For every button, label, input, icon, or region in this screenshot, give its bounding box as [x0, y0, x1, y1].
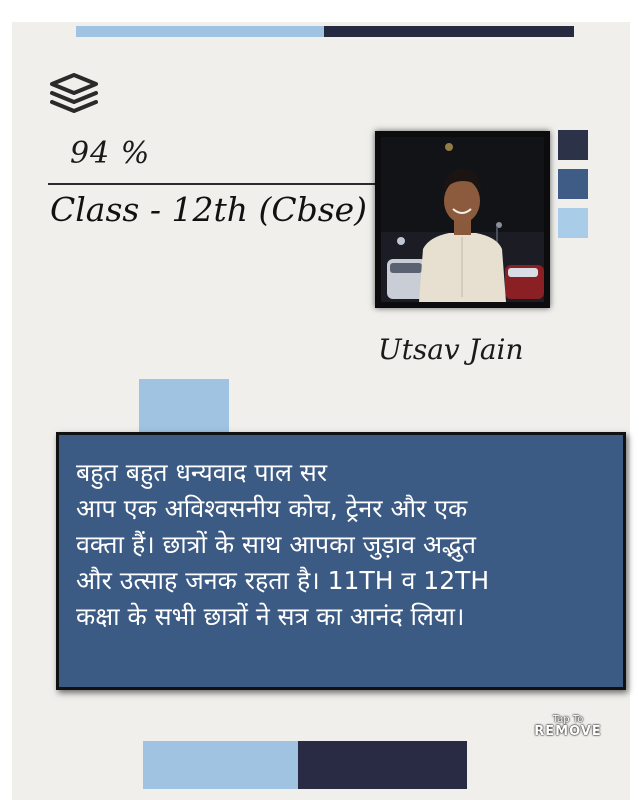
score-percentage: 94 %	[70, 136, 151, 171]
testimonial-line: और उत्साह जनक रहता है। 11TH व 12TH	[76, 566, 490, 595]
student-name: Utsav Jain	[378, 333, 524, 366]
student-photo-frame	[375, 131, 550, 308]
testimonial-line: कक्षा के सभी छात्रों ने सत्र का आनंद लिया।	[76, 602, 465, 631]
stacked-layers-icon	[47, 72, 101, 118]
remove-watermark-button[interactable]	[516, 714, 620, 738]
accent-square-dark	[558, 130, 588, 160]
testimonial-line: आप एक अविश्वसनीय कोच, ट्रेनर और एक	[76, 494, 468, 523]
testimonial-line: वक्ता हैं। छात्रों के साथ आपका जुड़ाव अद्भुत	[76, 530, 477, 559]
watermark-line-1: Tap To	[552, 714, 584, 725]
top-accent-bar-dark	[324, 26, 574, 37]
class-label: Class - 12th (Cbse)	[50, 190, 368, 229]
divider-line	[48, 183, 380, 185]
accent-square-light	[558, 208, 588, 238]
bottom-accent-bar-dark	[298, 741, 467, 789]
top-accent-bar-light	[76, 26, 324, 37]
bottom-accent-bar-light	[143, 741, 298, 789]
accent-block	[139, 379, 229, 435]
student-photo	[381, 137, 544, 302]
testimonial-box	[56, 432, 626, 690]
testimonial-text	[76, 455, 616, 635]
watermark-line-2: REMOVE	[534, 724, 602, 739]
accent-square-mid	[558, 169, 588, 199]
testimonial-line: बहुत बहुत धन्यवाद पाल सर	[76, 458, 328, 487]
